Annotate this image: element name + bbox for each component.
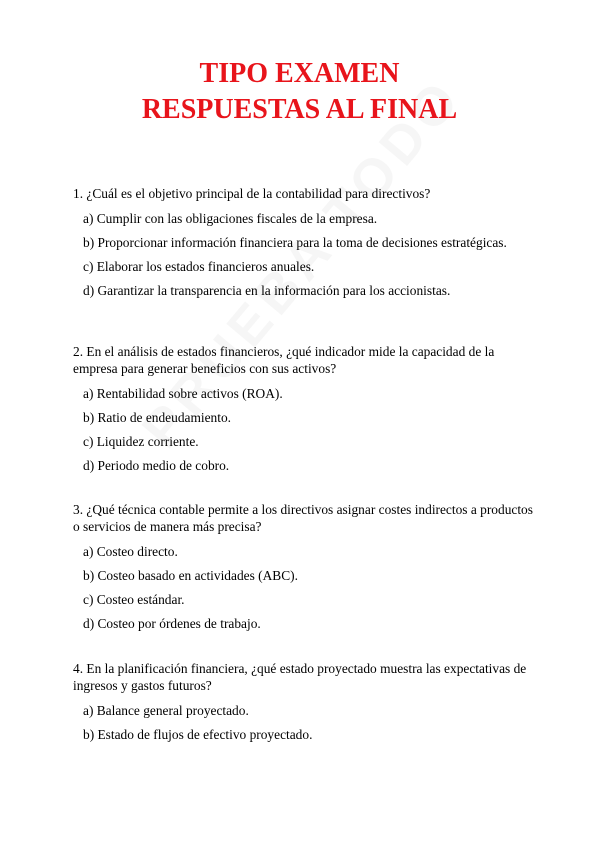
option-a: a) Cumplir con las obligaciones fiscales de la empresa.: [83, 211, 378, 226]
title-line-1: TIPO EXAMEN: [199, 58, 400, 89]
option-a: a) Costeo directo.: [83, 544, 178, 559]
question-4: [73, 660, 533, 750]
question-3: [73, 501, 533, 639]
option-b: b) Ratio de endeudamiento.: [83, 410, 231, 425]
option-b: b) Proporcionar información financiera para la toma de decisiones estratégicas.: [83, 235, 507, 250]
title-line-2: RESPUESTAS AL FINAL: [141, 94, 458, 125]
question-text: 1. ¿Cuál es el objetivo principal de la contabilidad para directivos?: [73, 186, 431, 201]
question-text: 3. ¿Qué técnica contable permite a los directivos asignar costes indirectos a productos o servicios de manera más precisa?: [73, 502, 533, 534]
question-text: 4. En la planificación financiera, ¿qué estado proyectado muestra las expectativas de ingresos y gastos futuros?: [73, 661, 527, 693]
question-2: [73, 343, 533, 481]
option-d: d) Periodo medio de cobro.: [83, 458, 230, 473]
page-title: [0, 56, 599, 128]
option-c: c) Elaborar los estados financieros anuales.: [83, 259, 315, 274]
option-d: d) Costeo por órdenes de trabajo.: [83, 616, 261, 631]
question-1: [73, 185, 533, 306]
option-c: c) Liquidez corriente.: [83, 434, 199, 449]
option-d: d) Garantizar la transparencia en la información para los accionistas.: [83, 283, 451, 298]
option-b: b) Estado de flujos de efectivo proyectado.: [83, 727, 313, 742]
option-b: b) Costeo basado en actividades (ABC).: [83, 568, 298, 583]
question-text: 2. En el análisis de estados financieros, ¿qué indicador mide la capacidad de la empresa para generar beneficios con sus activos?: [73, 344, 495, 376]
option-a: a) Balance general proyectado.: [83, 703, 249, 718]
option-c: c) Costeo estándar.: [83, 592, 185, 607]
option-a: a) Rentabilidad sobre activos (ROA).: [83, 386, 283, 401]
